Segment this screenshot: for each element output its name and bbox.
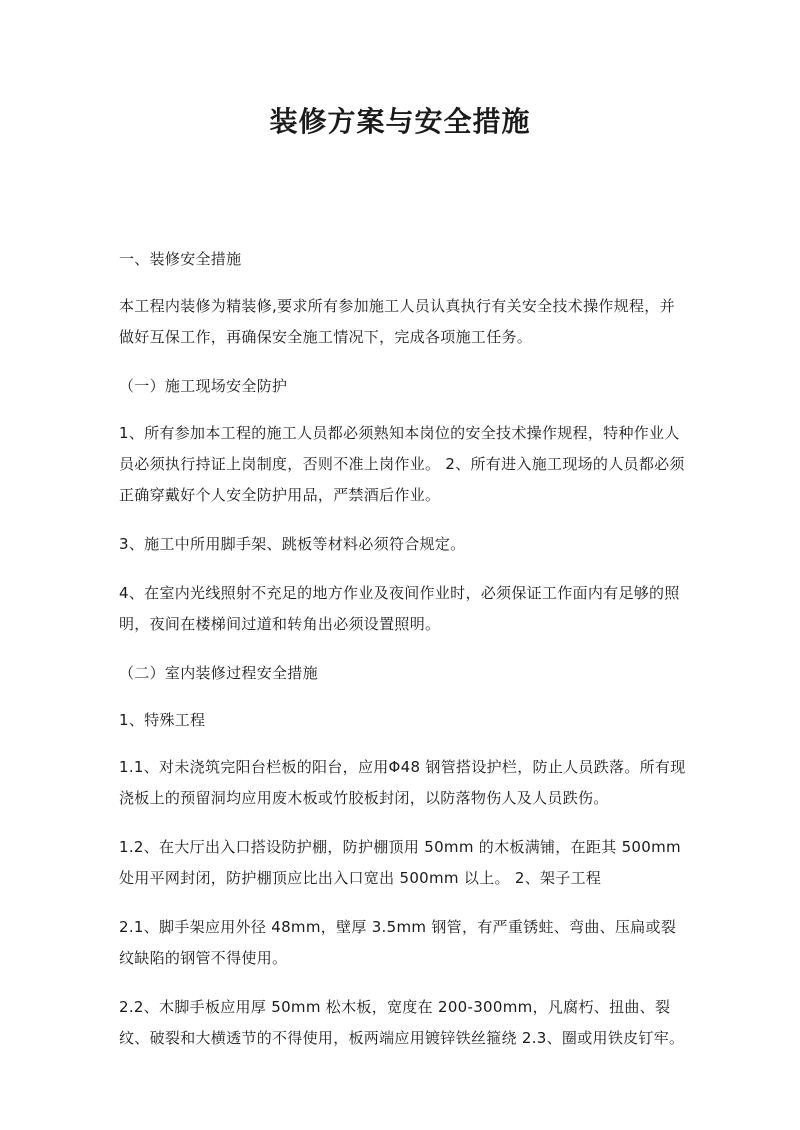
paragraph-item-2-1: 2.1、脚手架应用外径 48mm，壁厚 3.5mm 钢管，有严重锈蛀、弯曲、压扁或裂纹缺陷的钢管不得使用。 bbox=[119, 918, 677, 967]
paragraph-item-3: 3、施工中所用脚手架、跳板等材料必须符合规定。 bbox=[119, 535, 466, 553]
paragraph-item-1-1: 1.1、对未浇筑完阳台栏板的阳台，应用Φ48 钢管搭设护栏，防止人员跌落。所有现浇板上的预留洞均应用废木板或竹胶板封闭，以防落物伤人及人员跌伤。 bbox=[119, 758, 686, 807]
paragraph-item-4: 4、在室内光线照射不充足的地方作业及夜间作业时，必须保证工作面内有足够的照明，夜间在楼梯间过道和转角出必须设置照明。 bbox=[119, 584, 680, 633]
document-title: 装修方案与安全措施 bbox=[269, 105, 531, 138]
subsection-heading: （二）室内装修过程安全措施 bbox=[119, 664, 318, 682]
special-works-heading: 1、特殊工程 bbox=[119, 711, 206, 729]
paragraph-item-2-2: 2.2、木脚手板应用厚 50mm 松木板，宽度在 200-300mm，凡腐朽、扭曲、裂纹、破裂和大横透节的不得使用，板两端应用镀锌铁丝箍绕 2.3、圈或用铁皮钉牢。 bbox=[119, 998, 685, 1047]
document-body bbox=[119, 244, 689, 1072]
paragraph-item-1-2: 1、所有参加本工程的施工人员都必须熟知本岗位的安全技术操作规程，特种作业人员必须执行持证上岗制度，否则不准上岗作业。 2、所有进入施工现场的人员都必须正确穿戴好个人安全防护用品，严禁酒后作业。 bbox=[119, 424, 685, 504]
intro-paragraph: 本工程内装修为精装修,要求所有参加施工人员认真执行有关安全技术操作规程，并做好互保工作，再确保安全施工情况下，完成各项施工任务。 bbox=[119, 297, 675, 346]
section-heading: 一、装修安全措施 bbox=[119, 250, 242, 268]
subsection-heading: （一）施工现场安全防护 bbox=[119, 377, 288, 395]
paragraph-item-1-2b: 1.2、在大厅出入口搭设防护棚，防护棚顶用 50mm 的木板满铺，在距其 500mm 处用平网封闭，防护棚顶应比出入口宽出 500mm 以上。 2、架子工程 bbox=[119, 838, 681, 887]
